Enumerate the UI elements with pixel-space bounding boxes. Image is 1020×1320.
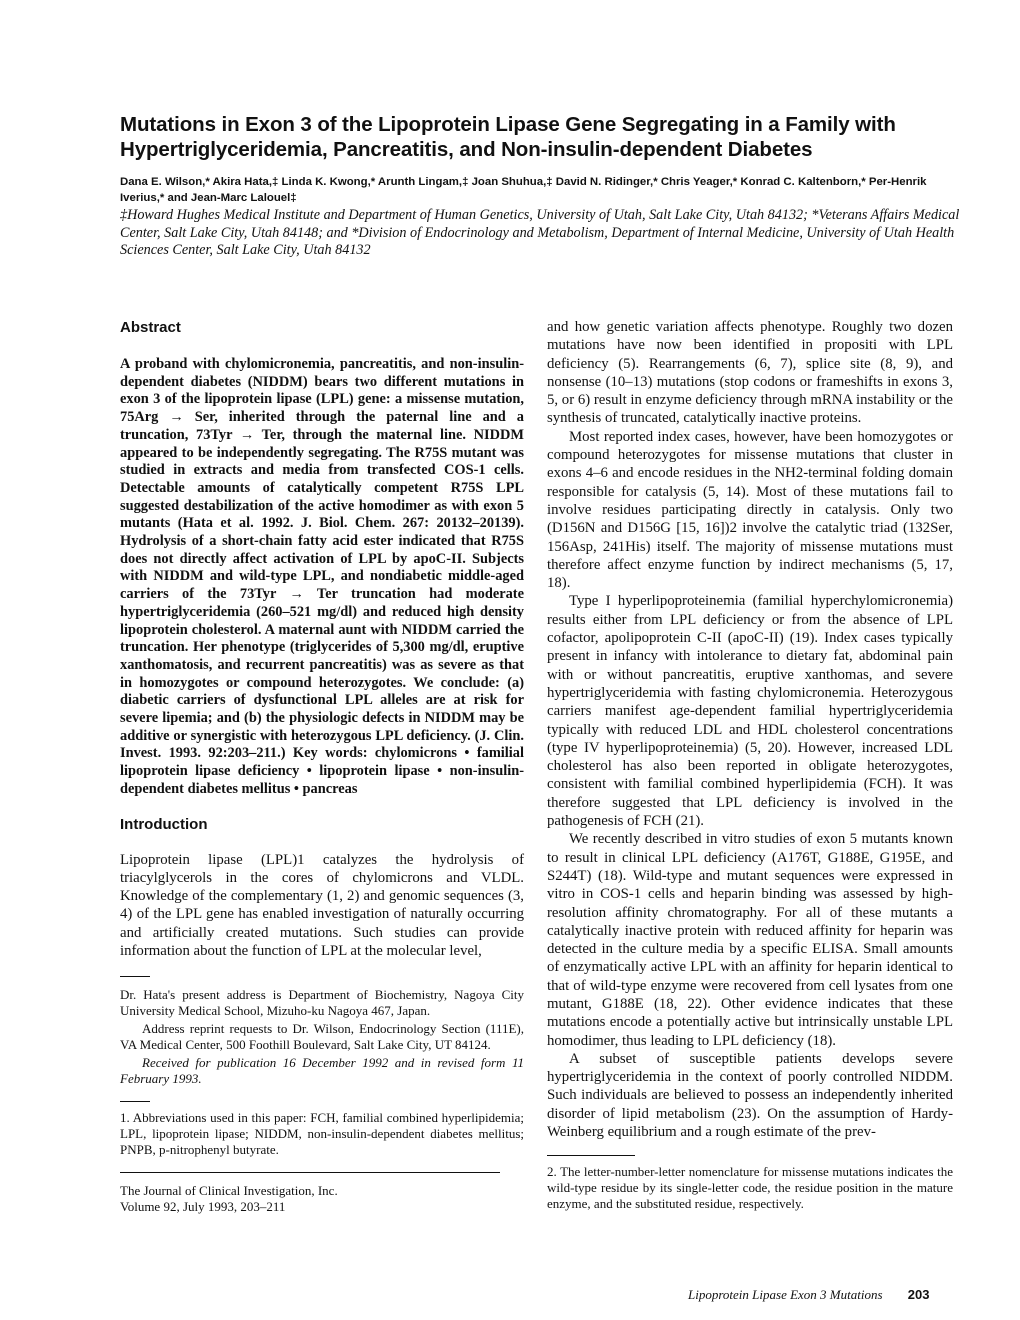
running-title: Lipoprotein Lipase Exon 3 Mutations [688, 1287, 883, 1302]
paragraph-index-cases: Most reported index cases, however, have been homozygotes or compound heterozygotes for missense mutations that cluster in exons 4–6 and encode residues in the NH2-terminal folding domain responsible for catalysis (5, 14). Most of these mutations fail to involve residues participating directly in catalysis. Only two (D156N and D156G [15, 16])2 involve the catalytic triad (132Ser, 156Asp, 241His) itself. The majority of missense mutations must therefore affect enzyme function by indirect mechanisms (5, 17, 18). [547, 428, 953, 592]
introduction-paragraph: Lipoprotein lipase (LPL)1 catalyzes the hydrolysis of triacylglycerols in the cores of chylomicrons and VLDL. Knowledge of the complementary (1, 2) and genomic sequences (3, 4) of the LPL gene has enabled investigation of naturally occurring and artificially created mutations. Such studies can provide information about the function of LPL at the molecular level, [120, 851, 524, 960]
affiliations: ‡Howard Hughes Medical Institute and Department of Human Genetics, University of Utah, Salt Lake City, Utah 84132; *Veterans Affairs Medical Center, Salt Lake City, Utah 84148; and *Division of Endocrinology and Metabolism, Department of Internal Medicine, University of Utah Health Sciences Center, Salt Lake City, Utah 84132 [120, 207, 960, 258]
introduction-heading: Introduction [120, 815, 208, 833]
paragraph-type-i: Type I hyperlipoproteinemia (familial hyperchylomicronemia) results either from LPL deficiency or from the absence of LPL cofactor, apolipoprotein C-II (apoC-II) (19). Index cases typically present in infancy with intolerance to dietary fat, abdominal pain with or without pancreatitis, eruptive xanthomas, and severe hypertriglyceridemia with fasting chylomicronemia. Heterozygous carriers manifest age-dependent familial hypertriglyceridemia typically with reduced LDL and HDL cholesterol concentrations (type IV hyperlipoproteinemia) (5, 20). However, increased LDL cholesterol has also been reported in obligate heterozygotes, consistent with familial combined hyperlipidemia (FCH). It was therefore suggested that LPL deficiency is involved in the pathogenesis of FCH (21). [547, 593, 953, 830]
received-date-note: Received for publication 16 December 1992 and in revised form 11 February 1993. [120, 1055, 524, 1087]
right-column [547, 318, 953, 1212]
nomenclature-footnote: 2. The letter-number-letter nomenclature for missense mutations indicates the wild-type residue by its single-letter code, the residue position in the mature enzyme, and the substituted residue, respectively. [547, 1164, 953, 1212]
page-number: 203 [907, 1287, 930, 1302]
abbreviation-divider [120, 1101, 150, 1102]
left-column [120, 318, 524, 1215]
abstract-heading: Abstract [120, 319, 181, 336]
paragraph-genetic-variation: and how genetic variation affects phenotype. Roughly two dozen mutations have now been identified in propositi with LPL deficiency (5). Rearrangements (6, 7), splice site (8, 9), and nonsense (10–13) mutations (stop codons or frameshifts in exons 3, 5, or 6) result in enzyme deficiency through mRNA instability or the synthesis of truncated, catalytically inactive proteins. [547, 319, 954, 427]
paragraph-niddm-subset: A subset of susceptible patients develops severe hypertriglyceridemia in the context of poorly controlled NIDDM. Such individuals are believed to possess an independently inherited disorder of lipid metabolism (23). On the assumption of Hardy-Weinberg equilibrium and a rough estimate of the prev- [547, 1050, 953, 1141]
journal-name: The Journal of Clinical Investigation, Inc. [120, 1183, 338, 1199]
paragraph-exon5-studies: We recently described in vitro studies of exon 5 mutants known to result in clinical LPL deficiency (A176T, G188E, G195E, and S244T) (18). Wild-type and mutant sequences were expressed in vitro in COS-1 cells and heparin binding was assessed by high-resolution affinity chromatography. For all of these mutants a catalytically inactive protein with reduced affinity for heparin was detected in the culture media by a specific ELISA. Small amounts of enzymatically active LPL with an affinity for heparin identical to that of wild-type enzyme were recovered from cell lysates from one mutant, G188E (18, 22). Other evidence indicates that these mutations encode a potentially active but intrinsically unstable LPL homodimer, thus leading to LPL deficiency (18). [547, 831, 953, 1049]
abstract-text: A proband with chylomicronemia, pancreatitis, and non-insulin-dependent diabetes (NIDDM) bears two different mutations in exon 3 of the lipoprotein lipase (LPL) gene: a missense mutation, 75Arg → Ser, inherited through the paternal line and a truncation, 73Tyr → Ter, through the maternal line. NIDDM appeared to be independently segregating. The R75S mutant was studied in extracts and media from transfected COS-1 cells. Detectable amounts of catalytically competent R75S LPL suggested destabilization of the active homodimer as with exon 5 mutants (Hata et al. 1992. J. Biol. Chem. 267: 20132–20139). Hydrolysis of a short-chain fatty acid ester indicated that R75S does not directly affect activation of LPL by apoC-II. Subjects with NIDDM and wild-type LPL, and nondiabetic middle-aged carriers of the 73Tyr → Ter truncation had moderate hypertriglyceridemia (260–521 mg/dl) and reduced high density lipoprotein cholesterol. A maternal aunt with NIDDM carried the truncation. Her phenotype (triglycerides of 5,300 mg/dl, eruptive xanthomatosis, and recurrent pancreatitis) was as severe as that in homozygotes or compound heterozygotes. We conclude: (a) diabetic carriers of dysfunctional LPL alleles are at risk for severe lipemia; and (b) the physiologic defects in NIDDM may be additive or synergistic with heterozygous LPL deficiency. (J. Clin. Invest. 1993. 92:203–211.) Key words: chylomicrons • familial lipoprotein lipase deficiency • lipoprotein lipase • non-insulin-dependent diabetes mellitus • pancreas [120, 356, 524, 797]
author-list: Dana E. Wilson,* Akira Hata,‡ Linda K. Kwong,* Arunth Lingam,‡ Joan Shuhua,‡ David N. Ridinger,* Chris Yeager,* Konrad C. Kaltenborn,* Per-Henrik Iverius,* and Jean-Marc Lalouel‡ [120, 176, 927, 204]
footnote-divider [120, 976, 150, 977]
citation-divider [120, 1172, 500, 1173]
reprint-request-note: Address reprint requests to Dr. Wilson, Endocrinology Section (111E), VA Medical Center, 500 Foothill Boulevard, Salt Lake City, UT 84124. [120, 1021, 524, 1053]
right-footnote-divider [547, 1155, 635, 1156]
page-footer [688, 1287, 958, 1303]
present-address-note: Dr. Hata's present address is Department of Biochemistry, Nagoya City University Medical School, Mizuho-ku Nagoya 467, Japan. [120, 987, 524, 1019]
volume-info: Volume 92, July 1993, 203–211 [120, 1199, 286, 1215]
abbreviations-footnote: 1. Abbreviations used in this paper: FCH, familial combined hyperlipidemia; LPL, lipoprotein lipase; NIDDM, non-insulin-dependent diabetes mellitus; PNPB, p-nitrophenyl butyrate. [120, 1110, 524, 1158]
article-title: Mutations in Exon 3 of the Lipoprotein Lipase Gene Segregating in a Family with Hypertriglyceridemia, Pancreatitis, and Non-insulin-dependent Diabetes [120, 113, 896, 161]
